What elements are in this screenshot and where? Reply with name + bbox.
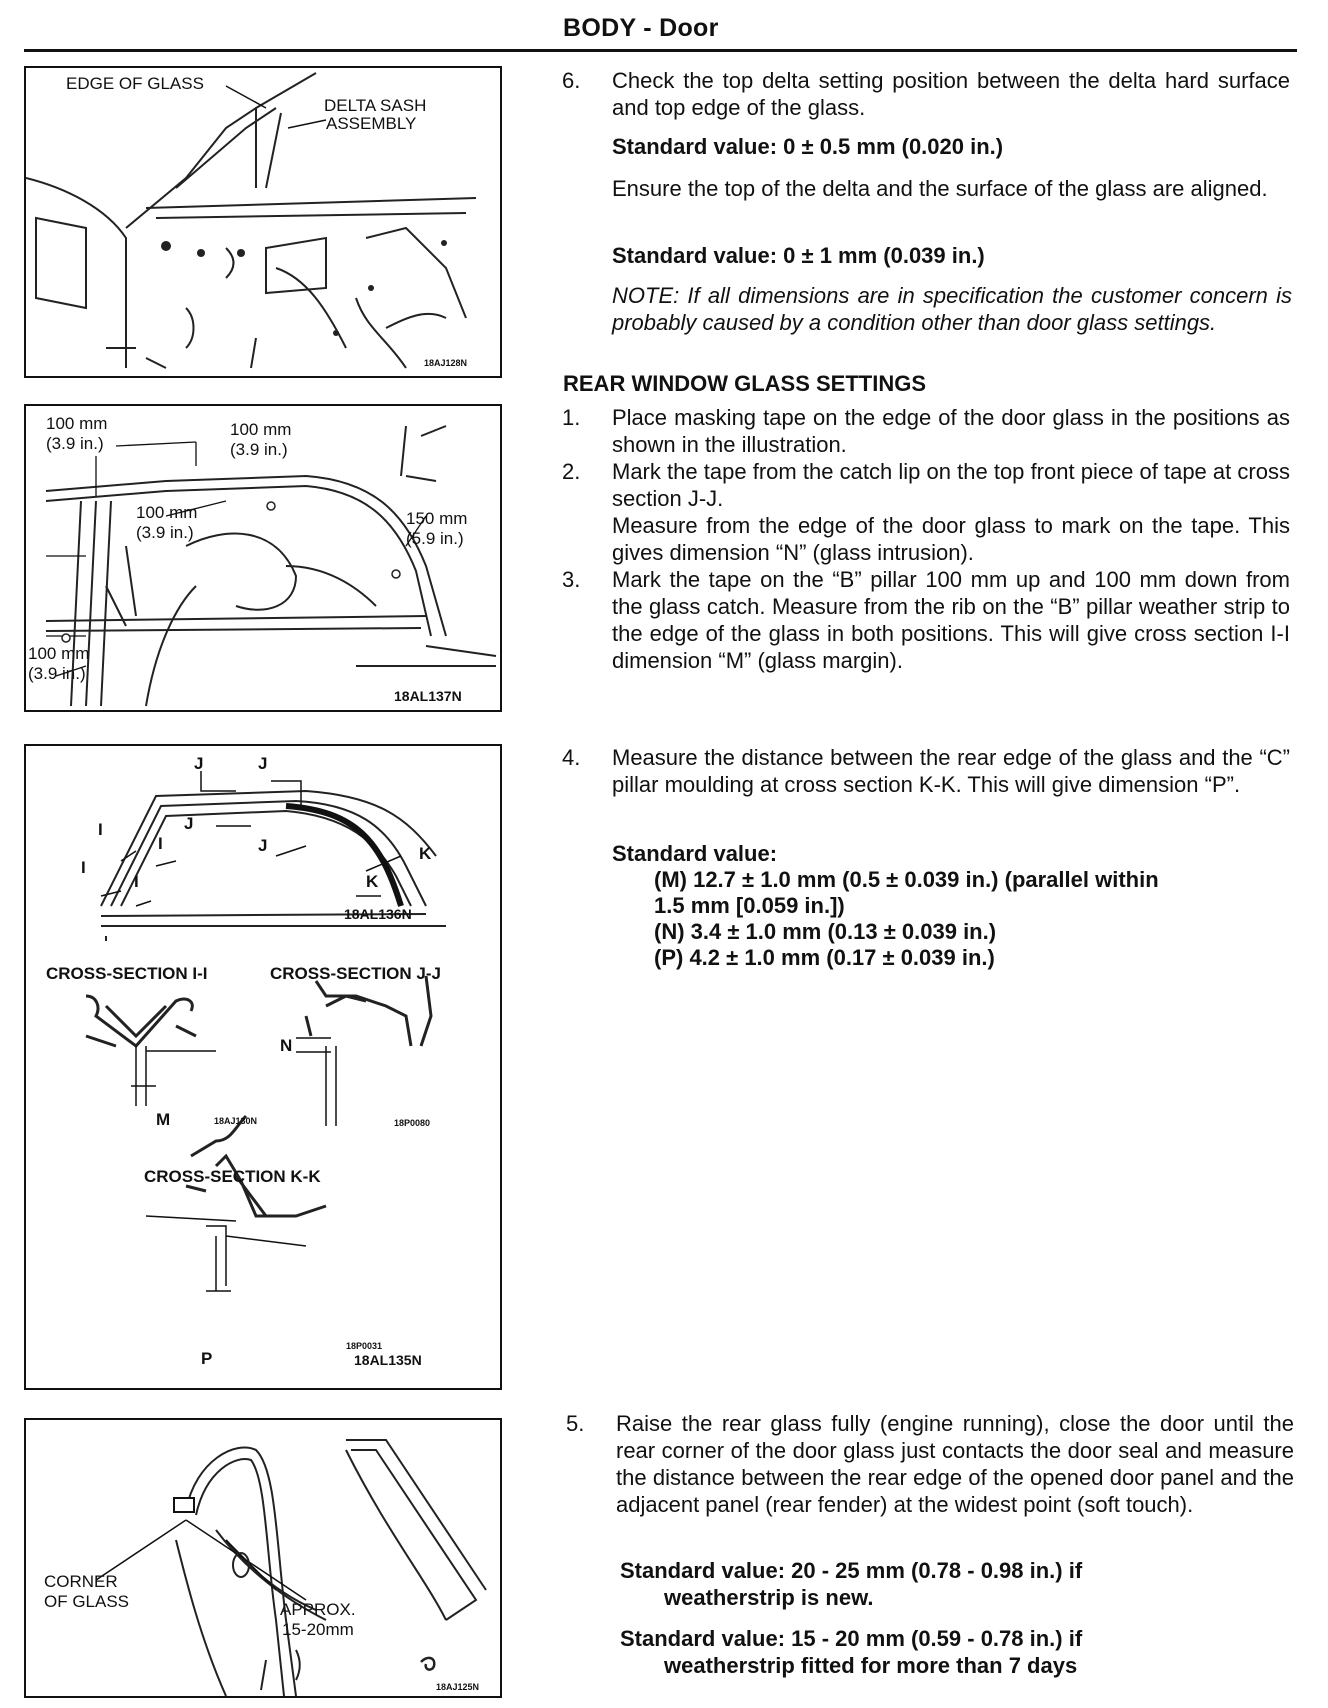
figure-code: 18AJ130N [214,1116,258,1126]
label-edge-of-glass: EDGE OF GLASS [66,74,204,93]
header-divider [24,49,1297,52]
section-mark-j: J [184,814,194,833]
step-text: Place masking tape on the edge of the door glass in the positions as shown in the illustration. [612,405,1290,457]
section-mark-k: K [366,872,379,891]
label-dim-e-in: (3.9 in.) [28,664,86,683]
standard-value-cont: weatherstrip fitted for more than 7 days [664,1653,1078,1678]
section-mark-k: K [419,844,432,863]
step-1 [562,404,1290,458]
step-text: Mark the tape on the “B” pillar 100 mm up and 100 mm down from the glass catch. Measure from the rib on the “B” pillar weather strip to the edge of the glass in both positions. This will give cross section I-I dimension “M” (glass margin). [612,567,1290,673]
step-6 [562,67,1290,121]
step-number: 2. [562,459,581,484]
section-mark-j: J [258,836,268,855]
step-number: 5. [566,1411,585,1436]
dimension-p: P [201,1349,213,1368]
cross-section-jj-title: CROSS-SECTION J-J [270,964,441,983]
cross-section-kk-title: CROSS-SECTION K-K [144,1167,321,1186]
label-dim-b-in: (3.9 in.) [230,440,288,459]
step-5 [566,1410,1294,1546]
step-text: Mark the tape from the catch lip on the top front piece of tape at cross section J-J. [612,459,1290,511]
label-dim-a: 100 mm [46,414,108,433]
label-dim-a-in: (3.9 in.) [46,434,104,453]
spec-m: (M) 12.7 ± 1.0 mm (0.5 ± 0.039 in.) (parallel within [654,867,1159,892]
figure-door-corner [24,1418,502,1698]
step-text: Measure the distance between the rear edge of the glass and the “C” pillar moulding at cross section K-K. This will give dimension “P”. [612,745,1290,797]
door-delta-drawing [26,68,500,376]
spec-p: (P) 4.2 ± 1.0 mm (0.17 ± 0.039 in.) [654,945,995,970]
figure-cross-sections [24,744,502,1390]
section-heading: REAR WINDOW GLASS SETTINGS [563,371,926,396]
standard-value: Standard value: 0 ± 0.5 mm (0.020 in.) [612,134,1004,159]
section-mark-i: I [134,872,139,891]
label-dim-c-in: (3.9 in.) [136,523,194,542]
door-corner-drawing [26,1420,500,1696]
step-text: Raise the rear glass fully (engine running), close the door until the rear corner of the door glass just contacts the door seal and measure the distance between the rear edge of the opened door panel and the adjacent panel (rear fender) at the widest point (soft touch). [616,1411,1294,1517]
step-number: 4. [562,745,581,770]
spec-m-cont: 1.5 mm [0.059 in.]) [654,893,845,918]
step-text: Check the top delta setting position between the delta hard surface and top edge of the glass. [612,68,1290,120]
dimension-m: M [156,1110,171,1129]
figure-tape-positions [24,404,502,712]
section-mark-i: I [81,858,86,877]
step-number: 3. [562,567,581,592]
figure-code: 18P0080 [394,1118,431,1128]
standard-value: Standard value: 20 - 25 mm (0.78 - 0.98 in.) if [620,1558,1083,1583]
figure-code: 18AL137N [394,688,462,704]
figure-delta-sash [24,66,502,378]
cross-section-ii-title: CROSS-SECTION I-I [46,964,208,983]
section-mark-j: J [258,754,268,773]
figure-code: 18AL136N [344,906,412,922]
step-3 [562,566,1290,702]
figure-code: 18AJ128N [424,358,468,368]
label-corner: CORNER [44,1572,118,1591]
label-delta-sash: DELTA SASH [324,96,427,115]
standard-value-cont: weatherstrip is new. [664,1585,874,1610]
label-of-glass: OF GLASS [44,1592,130,1611]
label-dim-b: 100 mm [230,420,292,439]
paragraph: Ensure the top of the delta and the surface of the glass are aligned. [612,176,1268,201]
standard-value: Standard value: 0 ± 1 mm (0.039 in.) [612,243,985,268]
step-4 [562,744,1290,826]
label-approx-range: 15-20mm [282,1620,354,1639]
label-dim-c: 100 mm [136,503,198,522]
label-dim-d: 150 mm [406,509,468,528]
step-number: 6. [562,68,581,93]
label-approx: APPROX. [280,1600,356,1619]
standard-value: Standard value: 15 - 20 mm (0.59 - 0.78 in.) if [620,1626,1083,1651]
note: NOTE: If all dimensions are in specification the customer concern is probably caused by a condition other than door glass settings. [612,283,1292,335]
section-mark-j: J [194,754,204,773]
figure-code: 18P0031 [346,1341,383,1351]
paragraph: Measure from the edge of the door glass to mark on the tape. This gives dimension “N” (glass intrusion). [612,513,1290,565]
dimension-n: N [280,1036,293,1055]
label-dim-d-in: (5.9 in.) [406,529,464,548]
label-dim-e: 100 mm [28,644,90,663]
label-assembly: ASSEMBLY [326,114,417,133]
figure-code: 18AL135N [354,1352,422,1368]
step-2 [562,458,1290,512]
section-mark-i: I [158,834,163,853]
page-title: BODY - Door [563,14,719,42]
standard-value-label: Standard value: [612,841,778,866]
spec-n: (N) 3.4 ± 1.0 mm (0.13 ± 0.039 in.) [654,919,997,944]
section-mark-i: I [98,820,103,839]
figure-code: 18AJ125N [436,1682,480,1692]
step-number: 1. [562,405,581,430]
